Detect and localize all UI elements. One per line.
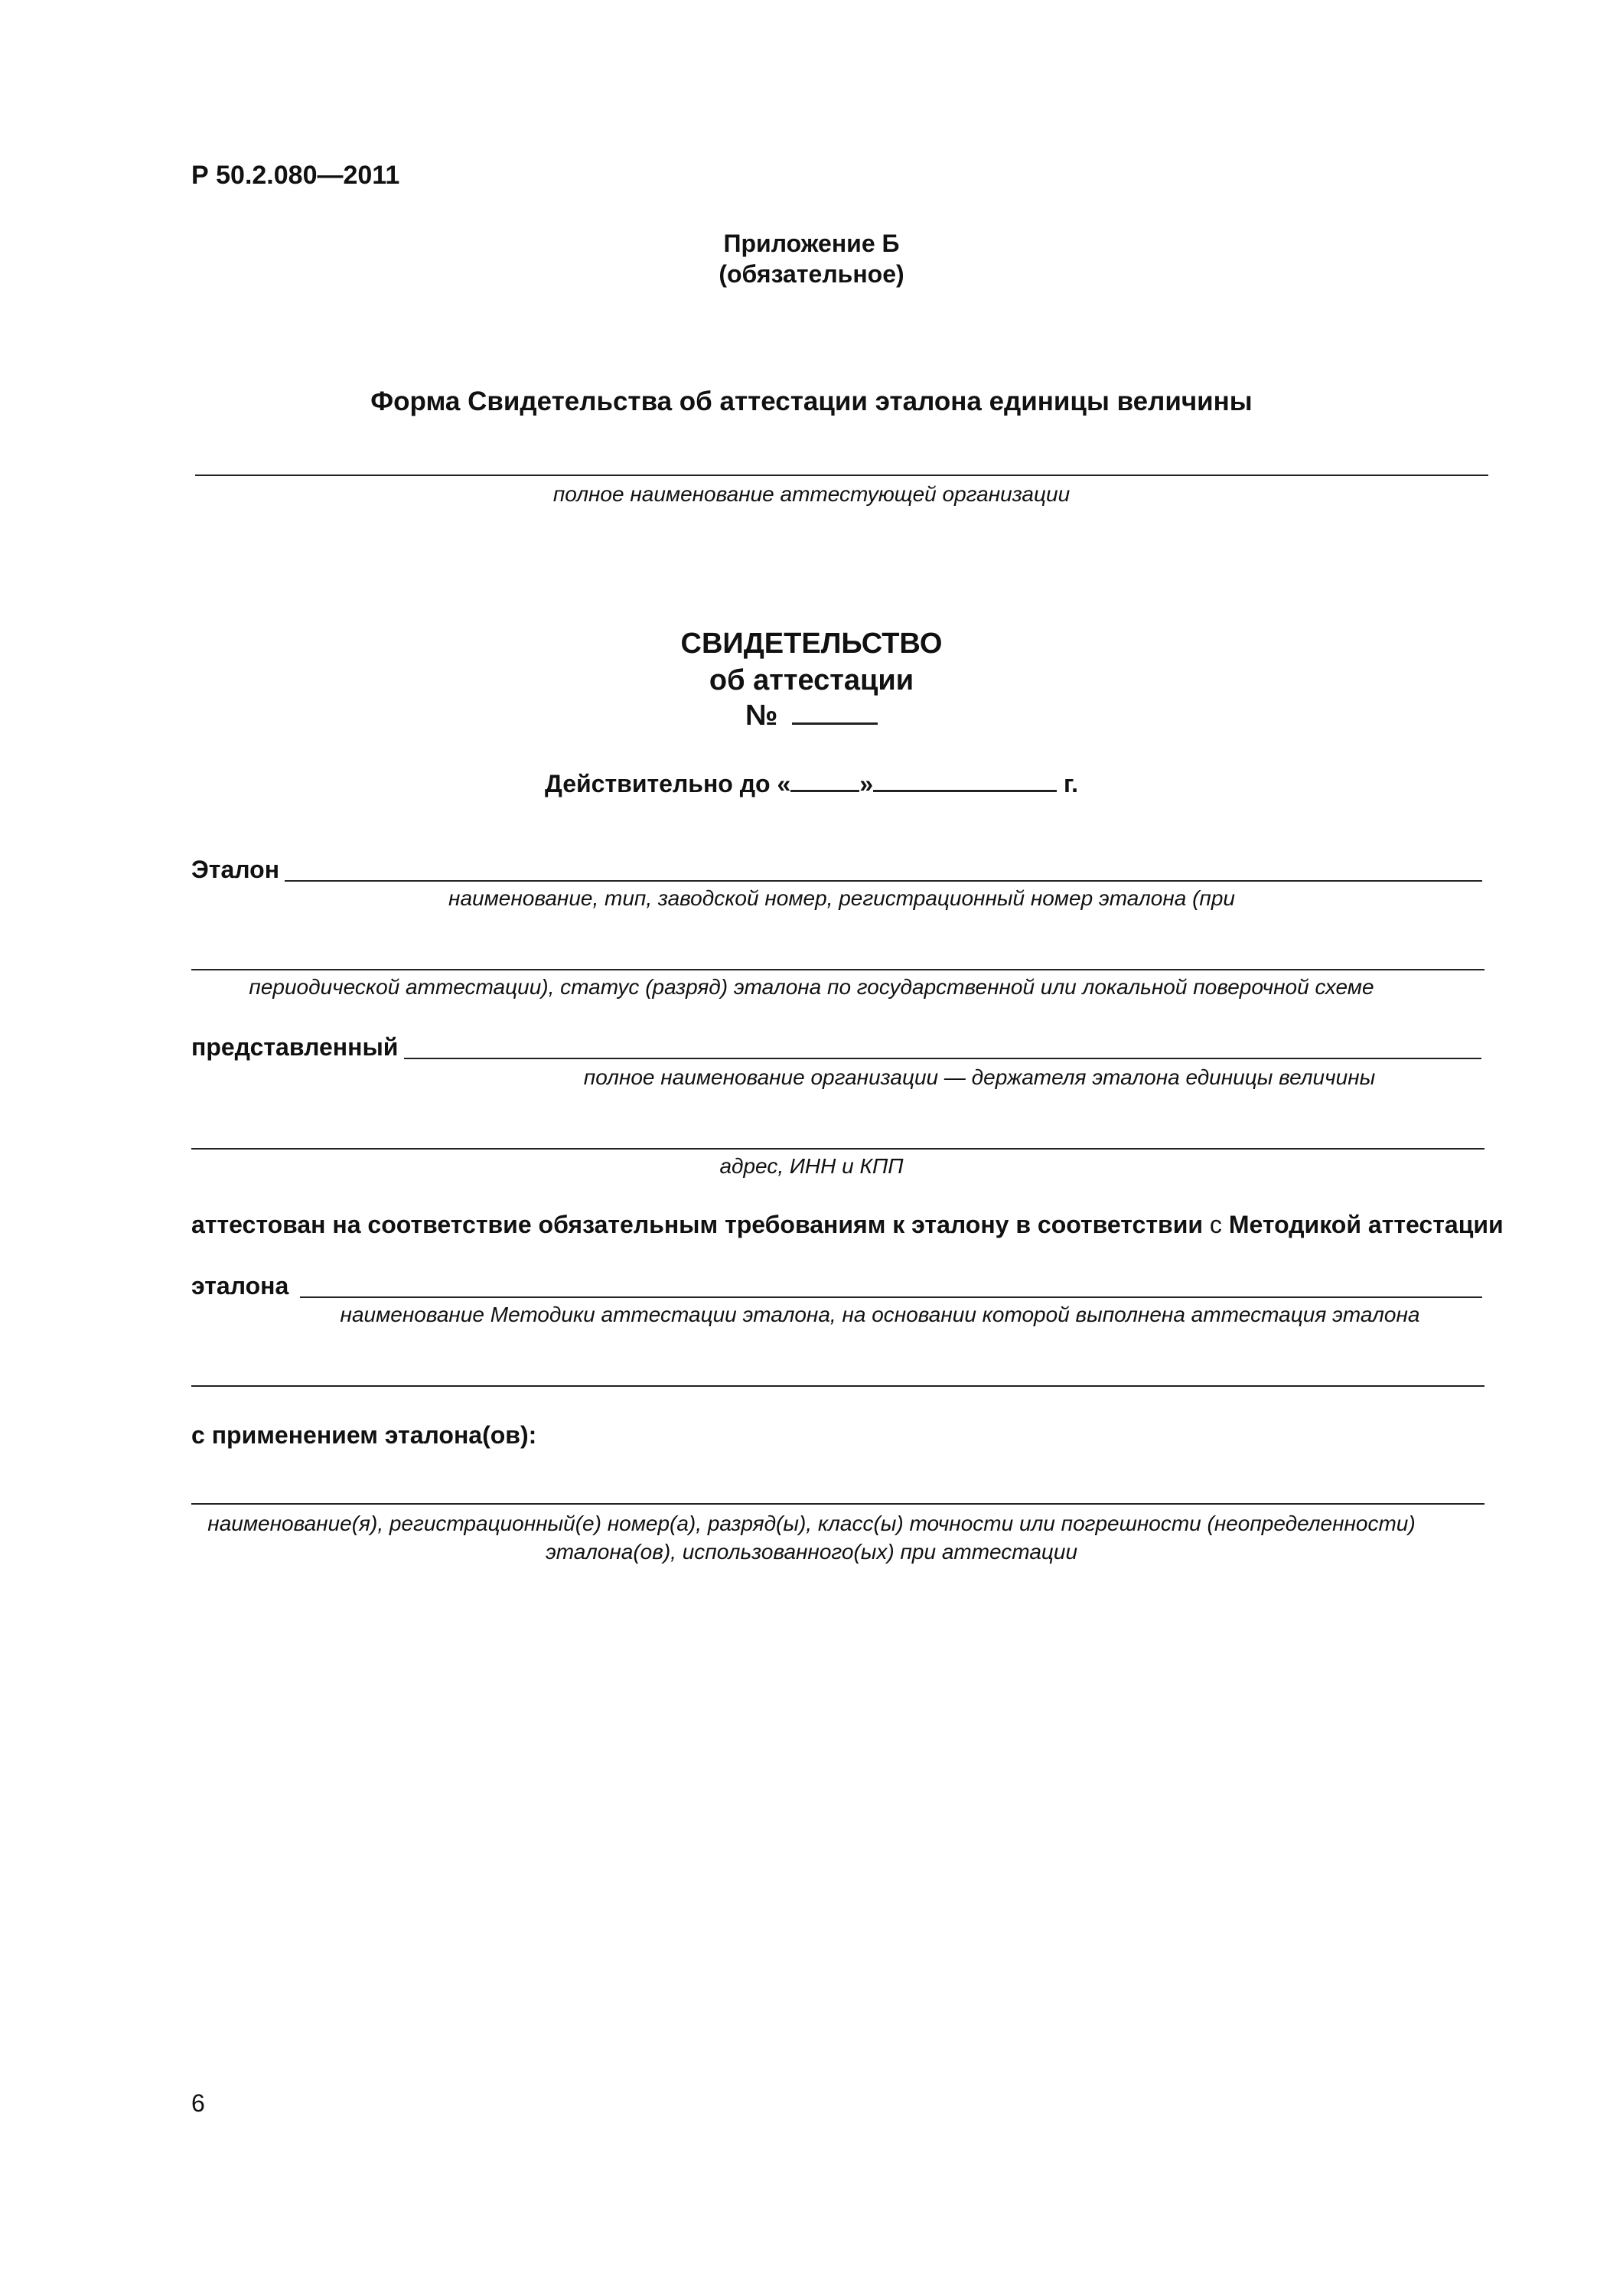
valid-prefix: Действительно до « [545,770,791,797]
certificate-subtitle: об аттестации [709,664,914,696]
attested-text-c: с [1209,1211,1222,1238]
standard-caption-1: наименование, тип, заводской номер, регистрационный номер эталона (при [448,886,1235,910]
attested-text-part2: Методикой аттестации [1221,1211,1504,1238]
address-line [191,1148,1484,1150]
number-blank [792,700,878,725]
valid-suffix: г. [1057,770,1078,797]
appendix-note: (обязательное) [719,260,904,288]
document-code: Р 50.2.080—2011 [191,161,400,190]
organization-line [195,475,1488,476]
attested-text-part1: аттестован на соответствие обязательным требованиям к эталону в соответствии [191,1211,1210,1238]
standard-line-2 [191,969,1484,970]
method-line-2 [191,1385,1484,1387]
method-line [300,1296,1482,1298]
attested-text [191,1211,1504,1239]
presented-line [404,1058,1481,1059]
applied-caption-2: эталона(ов), использованного(ых) при аттестации [545,1540,1078,1564]
appendix-title: Приложение Б [723,230,900,257]
valid-mid: » [859,770,874,797]
standard-caption-2: периодической аттестации), статус (разряд) эталона по государственной или локальной поверочной схеме [249,975,1374,999]
presented-caption: полное наименование организации — держателя эталона единицы величины [583,1065,1376,1089]
valid-month-blank [873,767,1057,792]
page-number: 6 [191,2089,205,2117]
standard-line [285,880,1482,882]
applied-line [191,1503,1484,1505]
applied-label: с применением эталона(ов): [191,1421,537,1449]
presented-label: представленный [191,1033,399,1061]
certificate-title: СВИДЕТЕЛЬСТВО [680,628,943,660]
method-caption: наименование Методики аттестации эталона, на основании которой выполнена аттестация эталона [340,1303,1420,1326]
standard-label: Эталон [191,856,280,883]
valid-day-blank [790,767,859,792]
address-caption: адрес, ИНН и КПП [719,1154,904,1178]
certificate-number [0,700,1623,732]
number-sign: № [745,700,778,732]
organization-caption: полное наименование аттестующей организации [552,482,1071,506]
validity-line [0,767,1623,798]
method-label: эталона [191,1272,289,1300]
form-title: Форма Свидетельства об аттестации эталона единицы величины [370,386,1253,416]
applied-caption-1: наименование(я), регистрационный(е) номер(а), разряд(ы), класс(ы) точности или погрешности (неопределенности) [207,1512,1416,1535]
